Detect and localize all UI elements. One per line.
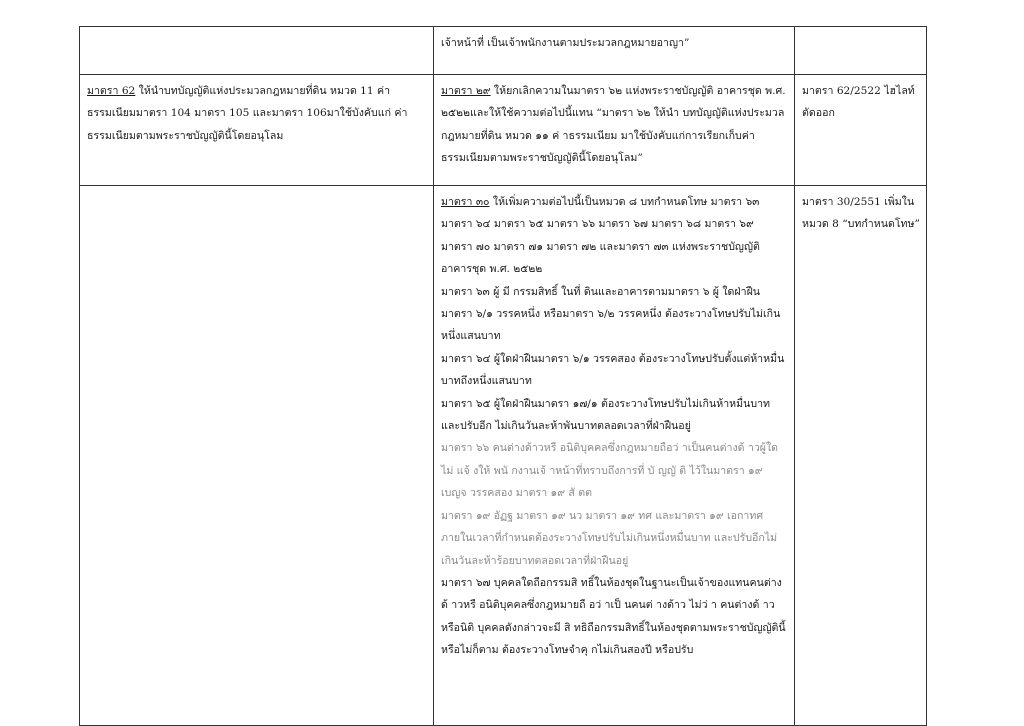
- section-body: ให้นำบทบัญญัติแห่งประมวลกฎหมายที่ดิน หมวด 11 ค่าธรรมเนียมมาตรา 104 มาตรา 105 และมาตรา 106มาใช้บังคับแก่ ค่าธรรมเนียมตามพระราชบัญญัตินี้โดยอนุโลม: [87, 85, 408, 142]
- note-cell: [795, 27, 927, 75]
- old-law-cell: [80, 75, 434, 186]
- section-ref: มาตรา ๒๙: [441, 85, 491, 97]
- section-body: ให้เพิ่มความต่อไปนี้เป็นหมวด ๘ บทกำหนดโทษ มาตรา ๖๓ มาตรา ๖๔ มาตรา ๖๕ มาตรา ๖๖ มาตรา ๖๗ มาตรา ๖๘ มาตรา ๖๙ มาตรา ๗๐ มาตรา ๗๑ มาตรา ๗๒ และมาตรา ๗๓ แห่งพระราชบัญญัติอาคารชุด พ.ศ. ๒๕๒๒: [441, 196, 760, 276]
- note-text: มาตรา 62/2522 ไฮไลท์ ตัดออก: [802, 85, 915, 120]
- new-law-text: เจ้าหน้าที่ เป็นเจ้าพนักงานตามประมวลกฎหมายอาญา”: [441, 37, 690, 49]
- new-law-text: [434, 186, 794, 666]
- comparison-table: [79, 26, 927, 726]
- table-row: [80, 27, 927, 75]
- note-text: มาตรา 30/2551 เพิ่มในหมวด 8 “บทกำหนดโทษ”: [802, 196, 920, 231]
- old-law-cell: [80, 186, 434, 726]
- penalty-section: มาตรา ๖๖ คนต่างด้าวหรื อนิติบุคคลซึ่งกฎหมายถือว่ าเป็นคนต่างด้ าวผู้ใดไม่ แจ้ งให้ พนั กงานเจ้ าหน้าที่ทราบถึงการที่ บั ญญั ติ ไว้ในมาตรา ๑๙ เบญจ วรรคสอง มาตรา ๑๙ สั ตต: [441, 442, 779, 500]
- new-law-cell: [434, 75, 795, 186]
- table-row: [80, 186, 927, 726]
- penalty-section: มาตรา ๖๓ ผู้ มี กรรมสิทธิ์ ในที่ ดินและอาคารตามมาตรา ๖ ผู้ ใดฝ่าฝืน มาตรา ๖/๑ วรรคหนึ่ง หรือมาตรา ๖/๒ วรรคหนึ่ง ต้องระวางโทษปรับไม่เกินหนึ่งแสนบาท: [441, 285, 781, 343]
- penalty-sections: [441, 281, 788, 662]
- new-law-cell: [434, 27, 795, 75]
- section-body: ให้ยกเลิกความในมาตรา ๖๒ แห่งพระราชบัญญัติ อาคารชุด พ.ศ. ๒๕๒๒และให้ใช้ความต่อไปนี้แทน “มาตรา ๖๒ ให้นำ บทบัญญัติแห่งประมวลกฎหมายที่ดิน หมวด ๑๑ ค่ าธรรมเนียม มาใช้บังคับแก่การเรียกเก็บค่าธรรมเนียมตามพระราชบัญญัตินี้โดยอนุโลม”: [441, 85, 786, 165]
- note-cell: [795, 186, 927, 726]
- penalty-section: มาตรา ๖๕ ผู้ใดฝ่าฝืนมาตรา ๑๗/๑ ต้องระวางโทษปรับไม่เกินห้าหมื่นบาท และปรับอีก ไม่เกินวันละห้าพันบาทตลอดเวลาที่ฝ่าฝืนอยู่: [441, 397, 771, 433]
- old-law-cell: [80, 27, 434, 75]
- new-law-text: [434, 75, 794, 174]
- table-row: [80, 75, 927, 186]
- penalty-section: มาตรา ๑๙ อัฏฐ มาตรา ๑๙ นว มาตรา ๑๙ ทศ และมาตรา ๑๙ เอกาทศ ภายในเวลาที่กำหนดต้องระวางโทษปรับไม่เกินหนึ่งหมื่นบาท และปรับอีกไม่เกินวันละห้าร้อยบาทตลอดเวลาที่ฝ่าฝืนอยู่: [441, 509, 778, 567]
- section-ref: มาตรา ๓๐: [441, 196, 490, 208]
- penalty-section: มาตรา ๖๗ บุคคลใดถือกรรมสิ ทธิ์ในห้องชุดในฐานะเป็นเจ้าของแทนคนต่างด้ าวหรื อนิติบุคคลซึ่งกฎหมายถื อว่ าเป็ นคนต่ างด้าว ไม่ว่ า คนต่างด้ าวหรือนิติ บุคคลดังกล่าวจะมี สิ ทธิถือกรรมสิทธิ์ในห้องชุดตามพระราชบัญญัตินี้ หรือไม่ก็ตาม ต้องระวางโทษจำคุ กไม่เกินสองปี หรือปรับ: [441, 576, 786, 657]
- old-law-text: [80, 75, 433, 151]
- section-intro: [441, 191, 788, 281]
- note-text: [795, 27, 926, 36]
- section-ref: มาตรา 62: [87, 85, 136, 97]
- old-law-text: [80, 27, 433, 36]
- penalty-section: มาตรา ๖๔ ผู้ใดฝ่าฝืนมาตรา ๖/๑ วรรคสอง ต้องระวางโทษปรับตั้งแต่ห้าหมื่นบาทถึงหนึ่งแสนบาท: [441, 352, 785, 388]
- note-cell: [795, 75, 927, 186]
- new-law-cell: [434, 186, 795, 726]
- old-law-text: [80, 186, 433, 195]
